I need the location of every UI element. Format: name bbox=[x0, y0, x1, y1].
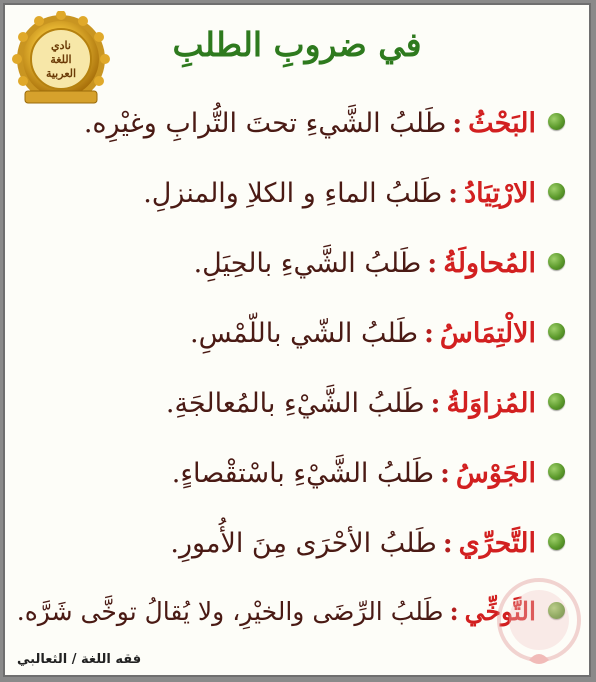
entry-separator: : bbox=[423, 318, 434, 349]
entry-row bbox=[16, 590, 565, 634]
entry-row bbox=[95, 242, 565, 286]
entry-term: الالْتِمَاسُ bbox=[439, 318, 536, 349]
source-citation: فقه اللغة / الثعالبي bbox=[17, 652, 142, 667]
green-bullet-icon bbox=[548, 253, 565, 270]
logo-text-bottom: العربية bbox=[45, 67, 77, 80]
green-bullet-icon bbox=[548, 463, 565, 480]
entry-row bbox=[95, 452, 565, 496]
entry-term: المُحاولَةُ bbox=[443, 248, 536, 279]
watermark-logo bbox=[489, 565, 589, 675]
entry-separator: : bbox=[430, 388, 441, 419]
entry-definition: طَلبُ الشّي باللّمْسِ. bbox=[190, 318, 418, 349]
entry-term: التَّحرِّي bbox=[458, 528, 536, 559]
entry-term: البَحْثُ bbox=[468, 108, 536, 139]
entry-separator: : bbox=[439, 458, 450, 489]
entry-definition: طَلبُ الرِّضَى والخيْرِ، ولا يُقالُ توخَّى شَرَّه. bbox=[16, 597, 444, 626]
entry-separator: : bbox=[452, 108, 463, 139]
content-card bbox=[3, 3, 591, 677]
entry-term: المُزاوَلةُ bbox=[446, 388, 536, 419]
entry-separator: : bbox=[427, 248, 438, 279]
entry-separator: : bbox=[448, 178, 459, 209]
green-bullet-icon bbox=[548, 393, 565, 410]
entry-term: التَّوخِّي bbox=[464, 597, 536, 626]
entry-row bbox=[83, 102, 565, 146]
entry-definition: طَلبُ الشَّيْءِ باسْتقْصاءٍ. bbox=[171, 458, 434, 489]
green-bullet-icon bbox=[548, 113, 565, 130]
logo-text-top: نادي bbox=[51, 39, 71, 52]
entry-definition: طَلبُ الشَّيْءِ بالمُعالجَةِ. bbox=[165, 388, 425, 419]
entry-separator: : bbox=[449, 597, 459, 626]
green-bullet-icon bbox=[548, 323, 565, 340]
entry-row bbox=[95, 172, 565, 216]
entry-definition: طَلبُ الشَّيءِ بالحِيَلِ. bbox=[193, 248, 422, 279]
entry-term: الجَوْسُ bbox=[455, 458, 536, 489]
entry-separator: : bbox=[442, 528, 453, 559]
green-bullet-icon bbox=[548, 183, 565, 200]
entry-row bbox=[95, 312, 565, 356]
entry-definition: طَلبُ الماءِ و الكلاِ والمنزلِ. bbox=[143, 178, 443, 209]
entry-definition: طَلبُ الأحْرَى مِنَ الأُمورِ. bbox=[170, 528, 437, 559]
entry-term: الارْتِيَادُ bbox=[464, 178, 536, 209]
entry-row bbox=[95, 522, 565, 566]
green-bullet-icon bbox=[548, 533, 565, 550]
logo-text-mid: اللغة bbox=[50, 53, 72, 66]
page-title: في ضروبِ الطلبِ bbox=[172, 25, 422, 64]
entry-definition: طَلبُ الشَّيءِ تحتَ التُّرابِ وغيْرِه. bbox=[83, 108, 447, 139]
entry-row bbox=[95, 382, 565, 426]
